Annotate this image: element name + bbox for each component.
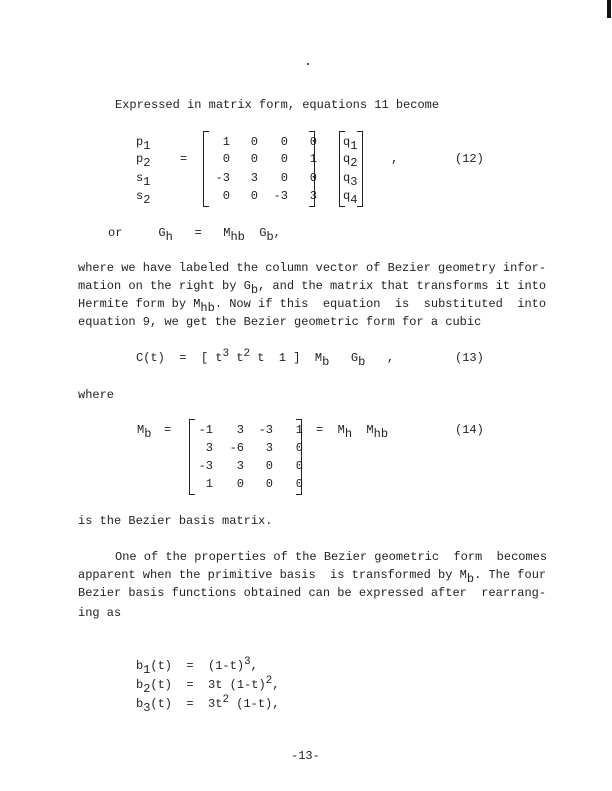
matrix-cell: 0 [280, 152, 288, 166]
lhs-s1: s1 [136, 171, 151, 189]
matrix-cell: 0 [250, 189, 258, 203]
matrix-cell: -1 [198, 423, 213, 437]
matrix-cell: 0 [295, 441, 303, 455]
equals-sign: = [164, 423, 172, 437]
matrix-cell: 0 [265, 459, 273, 473]
equals-sign: = [180, 152, 188, 166]
matrix-cell: 3 [205, 441, 213, 455]
matrix-cell: 0 [295, 477, 303, 491]
paragraph-line: equation 9, we get the Bezier geometric form for a cubic [78, 315, 482, 329]
intro-text: Expressed in matrix form, equations 11 become [115, 98, 440, 112]
matrix-cell: -6 [229, 441, 244, 455]
matrix-cell: 0 [236, 477, 244, 491]
paragraph-line: where we have labeled the column vector of Bezier geometry infor- [78, 261, 547, 275]
matrix-cell: 0 [295, 459, 303, 473]
paragraph-line: Hermite form by Mhb. Now if this equation is substituted into [78, 297, 547, 315]
paragraph-line: ing as [78, 606, 122, 620]
equation-number-13: (13) [455, 351, 484, 365]
basis-matrix-sentence: is the Bezier basis matrix. [78, 514, 273, 528]
lhs-p2: p2 [136, 152, 151, 170]
paragraph-line: Bezier basis functions obtained can be expressed after rearrang- [78, 586, 547, 600]
paragraph-line: apparent when the primitive basis is transformed by Mb. The four [78, 568, 547, 586]
matrix-cell: 0 [280, 135, 288, 149]
matrix-cell: 1 [295, 423, 303, 437]
matrix-cell: 3 [236, 423, 244, 437]
matrix-cell: 0 [280, 171, 288, 185]
equation-13-body: C(t) = [ t3 t2 t 1 ] Mb Gb , [136, 348, 395, 369]
matrix-cell: 0 [222, 152, 230, 166]
matrix-cell: 0 [250, 152, 258, 166]
lhs-mb: Mb [137, 423, 152, 441]
matrix-cell: 0 [309, 171, 317, 185]
matrix-cell: 3 [236, 459, 244, 473]
matrix-cell: -3 [258, 423, 273, 437]
lhs-s2: s2 [136, 189, 151, 207]
equation-number-14: (14) [455, 423, 484, 437]
paragraph-line: mation on the right by Gb, and the matrix that transforms it into [78, 279, 547, 297]
matrix-cell: 0 [222, 189, 230, 203]
matrix-cell: 1 [309, 152, 317, 166]
equation-number-12: (12) [455, 152, 484, 166]
vector-q3: q3 [343, 171, 358, 189]
matrix-cell: -3 [215, 171, 230, 185]
where-text: where [78, 388, 115, 402]
matrix-cell: 3 [309, 189, 317, 203]
basis-function-b3: b3(t) = 3t2 (1-t), [136, 694, 280, 715]
comma: , [391, 152, 399, 166]
page-number: -13- [291, 749, 320, 763]
basis-function-b2: b2(t) = 3t (1-t)2, [136, 675, 280, 696]
matrix-cell: -3 [273, 189, 288, 203]
matrix-cell: -3 [198, 459, 213, 473]
matrix-cell: 1 [205, 477, 213, 491]
scan-dot [307, 63, 309, 65]
vector-q4: q4 [343, 189, 358, 207]
matrix-cell: 0 [250, 135, 258, 149]
paragraph-line: One of the properties of the Bezier geometric form becomes [115, 550, 548, 564]
lhs-p1: p1 [136, 135, 151, 153]
vector-right-bracket [357, 131, 363, 207]
scan-edge-mark [607, 0, 611, 18]
matrix-cell: 0 [265, 477, 273, 491]
equation-or: or Gh = Mhb Gb, [108, 226, 281, 244]
equation-14-rhs: = Mh Mhb [316, 423, 389, 441]
matrix-cell: 3 [265, 441, 273, 455]
matrix-cell: 0 [309, 135, 317, 149]
matrix-cell: 1 [222, 135, 230, 149]
vector-q2: q2 [343, 152, 358, 170]
vector-q1: q1 [343, 135, 358, 153]
basis-function-b1: b1(t) = (1-t)3, [136, 656, 258, 677]
matrix-cell: 3 [250, 171, 258, 185]
